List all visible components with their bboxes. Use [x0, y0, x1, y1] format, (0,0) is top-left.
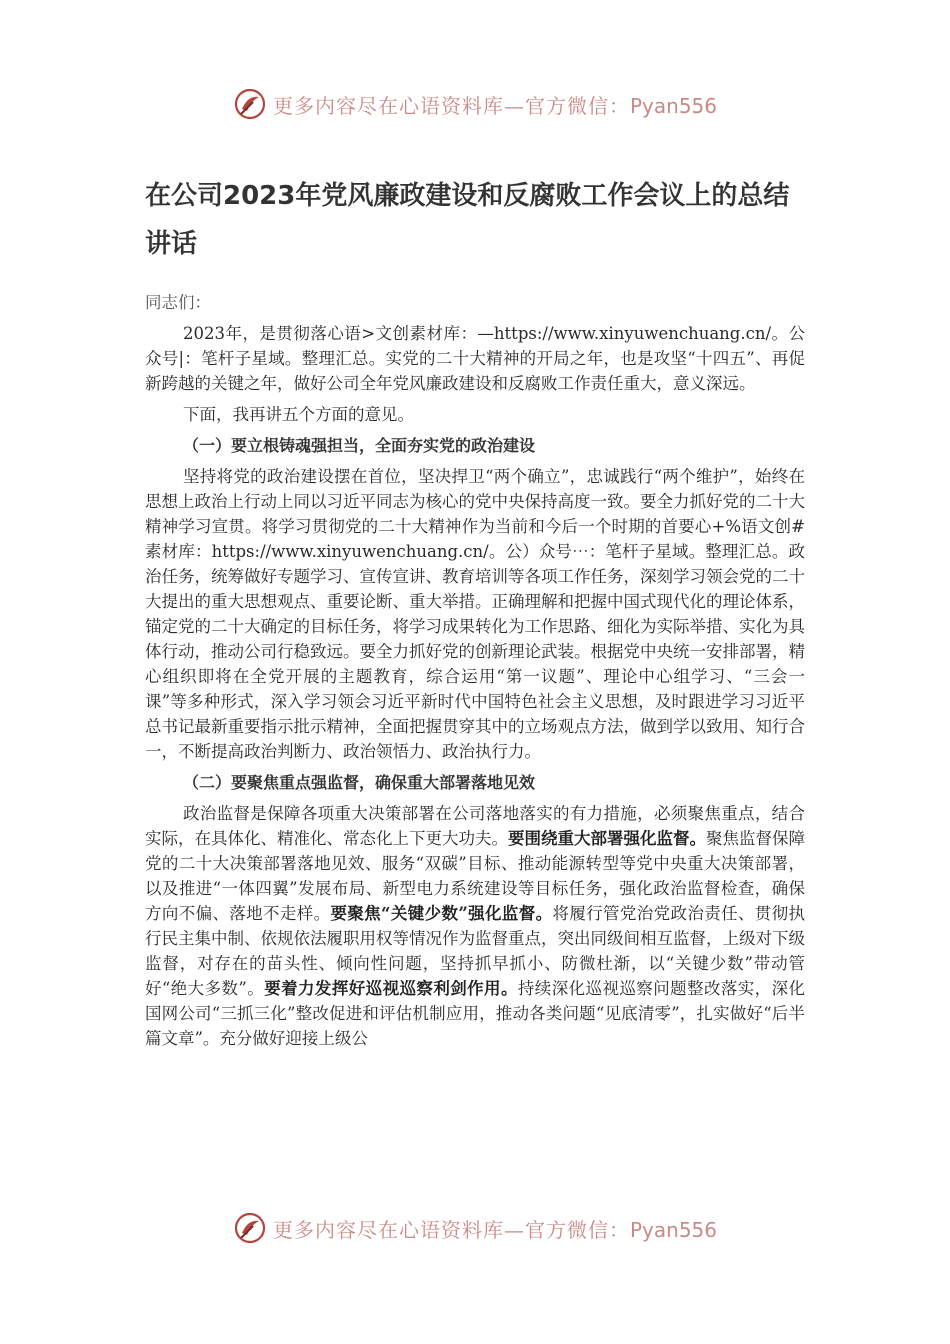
bold-run: 要围绕重大部署强化监督。: [508, 829, 706, 848]
brand-logo-icon: [233, 87, 267, 121]
wechat-id: Pyan556: [629, 1217, 717, 1242]
section-heading-2: （二）要聚焦重点强监督，确保重大部署落地见效: [183, 773, 536, 792]
document-title: 在公司2023年党风廉政建设和反腐败工作会议上的总结讲话: [145, 181, 790, 259]
bold-run: 要着力发挥好巡视巡察利剑作用。: [264, 979, 518, 998]
text-run: 聚焦监督保障党的二十大决策部署落地见效、服务“双碳”目标、推动能源转型等党中央重大决策部署，以及推进“一体四翼”发展布局、新型电力系统建设等目标任务，强化政治监督检查，确保方向不偏、落地不走样。: [145, 829, 805, 923]
footer-banner: [0, 1208, 950, 1248]
salutation: 同志们：: [145, 293, 211, 312]
banner-text: 更多内容尽在心语资料库—官方微信：Pyan556: [272, 93, 717, 118]
wechat-id: Pyan556: [629, 93, 717, 118]
section-heading-1: （一）要立根铸魂强担当，全面夯实党的政治建设: [183, 436, 536, 455]
paragraph-section-2: [145, 801, 805, 1051]
text-run: 政治监督是保障各项重大决策部署在公司落地落实的有力措施，必须聚焦重点，结合实际，在具体化、精准化、常态化上下更大功夫。: [145, 804, 805, 848]
document-body: [145, 172, 805, 1057]
paragraph-intro: 2023年，是贯彻落心语>文创素材库：—https://www.xinyuwenchuang.cn/。公众号|：笔杆子星域。整理汇总。实党的二十大精神的开局之年，也是攻坚“十四五”、再促新跨越的关键之年，做好公司全年党风廉政建设和反腐败工作责任重大，意义深远。: [145, 324, 805, 393]
text-run: 将履行管党治党政治责任、贯彻执行民主集中制、依规依法履职用权等情况作为监督重点，突出同级间相互监督，上级对下级监督，对存在的苗头性、倾向性问题，坚持抓早抓小、防微杜渐，以“关键少数”带动管好“绝大多数”。: [145, 904, 805, 998]
banner-text: 更多内容尽在心语资料库—官方微信：Pyan556: [272, 1217, 717, 1242]
bold-run: 要聚焦“关键少数”强化监督。: [330, 904, 553, 923]
text-run: 持续深化巡视巡察问题整改落实，深化国网公司“三抓三化”整改促进和评估机制应用，推动各类问题“见底清零”，扎实做好“后半篇文章”。充分做好迎接上级公: [145, 979, 806, 1048]
header-banner: [0, 84, 950, 124]
paragraph-transition: 下面，我再讲五个方面的意见。: [183, 405, 414, 424]
brand-logo-icon: [233, 1211, 267, 1245]
paragraph-section-1: 坚持将党的政治建设摆在首位，坚决捍卫“两个确立”，忠诚践行“两个维护”，始终在思想上政治上行动上同以习近平同志为核心的党中央保持高度一致。要全力抓好党的二十大精神学习宣贯。将学习贯彻党的二十大精神作为当前和今后一个时期的首要心+%语文创#素材库：https://www.xinyuwenchuang.cn/。公）众号⋯：笔杆子星域。整理汇总。政治任务，统筹做好专题学习、宣传宣讲、教育培训等各项工作任务，深刻学习领会党的二十大提出的重大思想观点、重要论断、重大举措。正确理解和把握中国式现代化的理论体系，锚定党的二十大确定的目标任务，将学习成果转化为工作思路、细化为实际举措、实化为具体行动，推动公司行稳致远。要全力抓好党的创新理论武装。根据党中央统一安排部署，精心组织即将在全党开展的主题教育，综合运用“第一议题”、理论中心组学习、“三会一课”等多种形式，深入学习领会习近平新时代中国特色社会主义思想，及时跟进学习习近平总书记最新重要指示批示精神，全面把握贯穿其中的立场观点方法，做到学以致用、知行合一，不断提高政治判断力、政治领悟力、政治执行力。: [145, 467, 805, 761]
